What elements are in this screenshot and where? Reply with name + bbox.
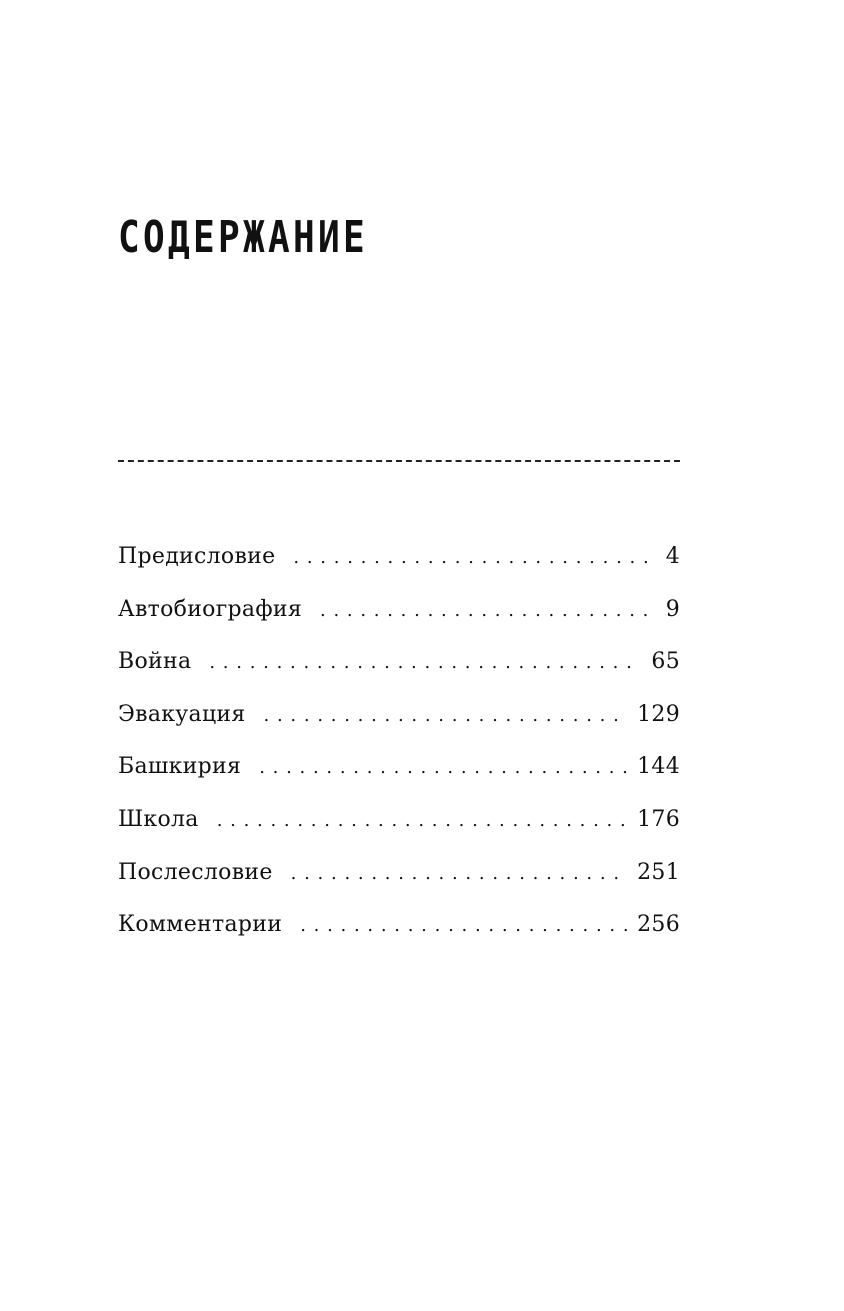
toc-entry-evacuation[interactable] (118, 702, 680, 755)
toc-entry-war[interactable] (118, 649, 680, 702)
table-of-contents (118, 544, 680, 965)
dot-leader (293, 547, 655, 568)
toc-entry-title: Война (118, 649, 192, 675)
toc-page-number: 256 (637, 912, 680, 938)
dot-leader (320, 600, 656, 621)
toc-entry-comments[interactable] (118, 912, 680, 965)
toc-entry-bashkiria[interactable] (118, 754, 680, 807)
dashed-divider (118, 460, 680, 462)
dot-leader (209, 652, 641, 673)
toc-entry-preface[interactable] (118, 544, 680, 597)
dot-leader (300, 915, 627, 936)
toc-page-number: 251 (637, 859, 680, 885)
dot-leader (259, 757, 627, 778)
toc-entry-title: Школа (118, 806, 199, 832)
toc-entry-title: Эвакуация (118, 701, 246, 727)
toc-entry-title: Башкирия (118, 754, 242, 780)
toc-page-number: 9 (665, 596, 680, 622)
toc-entry-title: Послесловие (118, 859, 273, 885)
toc-entry-title: Комментарии (118, 912, 283, 938)
dot-leader (217, 810, 627, 831)
toc-entry-title: Предисловие (118, 544, 276, 569)
toc-entry-school[interactable] (118, 807, 680, 860)
toc-page-number: 4 (665, 544, 680, 569)
dot-leader (291, 863, 627, 884)
toc-page-number: 176 (637, 806, 680, 832)
toc-page-number: 144 (637, 754, 680, 780)
toc-entry-autobiography[interactable] (118, 597, 680, 650)
toc-entry-title: Автобиография (118, 596, 303, 622)
toc-entry-afterword[interactable] (118, 860, 680, 913)
dot-leader (264, 705, 628, 726)
toc-page-number: 129 (637, 701, 680, 727)
toc-page-number: 65 (651, 649, 680, 675)
page-title: СОДЕРЖАНИЕ (118, 212, 369, 263)
